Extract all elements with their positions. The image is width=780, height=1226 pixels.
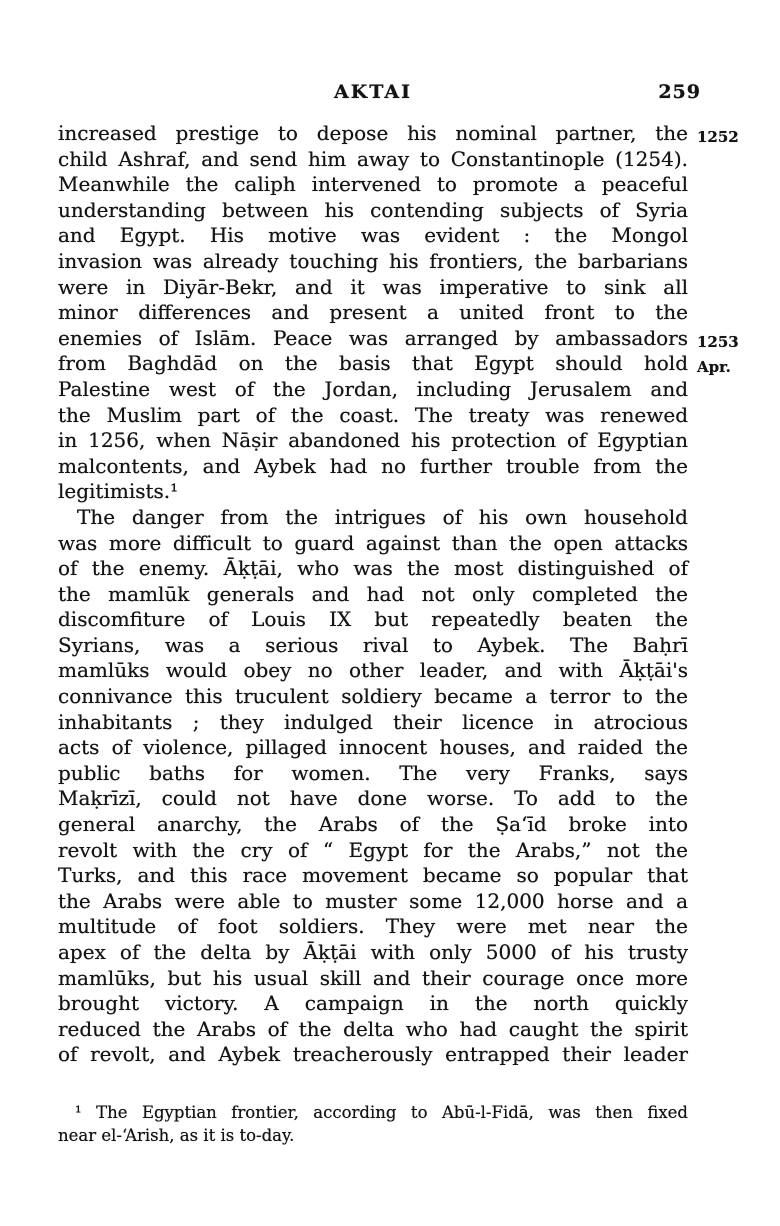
text-line: revolt with the cry of “ Egypt for the Arabs,” not the: [58, 837, 688, 862]
text-line: public baths for women. The very Franks, says: [58, 760, 688, 785]
page-header: [58, 81, 701, 107]
margin-date-note: Apr.: [697, 358, 731, 377]
text-line: brought victory. A campaign in the north quickly: [58, 991, 688, 1016]
footnote: [58, 1101, 688, 1147]
paragraph: [58, 121, 688, 505]
text-line: enemies of Islām. Peace was arranged by ambassadors: [58, 325, 688, 350]
text-line: mamlūks, but his usual skill and their courage once more: [58, 965, 688, 990]
text-line: of revolt, and Aybek treacherously entrapped their leader: [58, 1042, 688, 1067]
footnote-line: ¹ The Egyptian frontier, according to Abū-l-Fidā, was then fixed: [75, 1102, 688, 1122]
text-line: invasion was already touching his frontiers, the barbarians: [58, 248, 688, 273]
text-line: minor differences and present a united front to the: [58, 300, 688, 325]
margin-date-note: 1253: [697, 332, 739, 351]
text-line: inhabitants ; they indulged their licence in atrocious: [58, 709, 688, 734]
text-line: from Baghdād on the basis that Egypt should hold: [58, 351, 688, 376]
text-line: acts of violence, pillaged innocent houses, and raided the: [58, 735, 688, 760]
text-line: legitimists.¹: [58, 479, 179, 504]
text-line: and Egypt. His motive was evident : the Mongol: [58, 223, 688, 248]
text-line: Palestine west of the Jordan, including Jerusalem and: [58, 376, 688, 401]
text-line: of the enemy. Āḳṭāi, who was the most distinguished of: [58, 556, 688, 581]
text-line: was more difficult to guard against than the open attacks: [58, 530, 688, 555]
text-line: reduced the Arabs of the delta who had caught the spirit: [58, 1016, 688, 1041]
text-line: in 1256, when Nāṣir abandoned his protection of Egyptian: [58, 428, 688, 453]
text-line: Meanwhile the caliph intervened to promote a peaceful: [58, 172, 688, 197]
paragraph: [58, 505, 688, 1068]
margin-date-note: 1252: [697, 128, 739, 146]
text-line: the Arabs were able to muster some 12,000 horse and a: [58, 888, 688, 913]
text-line: connivance this truculent soldiery became a terror to the: [58, 684, 688, 709]
page-body: [58, 121, 739, 1147]
text-line: general anarchy, the Arabs of the Ṣaʻīd broke into: [58, 812, 688, 837]
text-line: The danger from the intrigues of his own household: [77, 504, 688, 529]
page-number: 259: [658, 81, 701, 103]
text-line: understanding between his contending subjects of Syria: [58, 197, 688, 222]
text-line: Maḳrīzī, could not have done worse. To add to the: [58, 786, 688, 811]
text-line: the Muslim part of the coast. The treaty was renewed: [58, 402, 688, 427]
text-line: the mamlūk generals and had not only completed the: [58, 581, 688, 606]
text-line: mamlūks would obey no other leader, and with Āḳṭāi's: [58, 658, 688, 683]
text-line: Turks, and this race movement became so popular that: [58, 863, 688, 888]
text-line: apex of the delta by Āḳṭāi with only 5000 of his trusty: [58, 940, 688, 964]
text-line: multitude of foot soldiers. They were met near the: [58, 914, 688, 939]
text-line: Syrians, was a serious rival to Aybek. The Baḥrī: [58, 632, 688, 657]
running-title: AKTAI: [334, 81, 412, 103]
paragraphs-container: [58, 121, 688, 1068]
text-line: were in Diyār-Bekr, and it was imperative to sink all: [58, 274, 688, 299]
footnote-line: near el-ʻArish, as it is to-day.: [58, 1125, 295, 1145]
text-line: malcontents, and Aybek had no further trouble from the: [58, 453, 688, 478]
text-line: discomfiture of Louis IX but repeatedly beaten the: [58, 607, 688, 632]
text-line: increased prestige to depose his nominal partner, the: [58, 121, 688, 145]
text-line: child Ashraf, and send him away to Constantinople (1254).: [58, 146, 688, 171]
